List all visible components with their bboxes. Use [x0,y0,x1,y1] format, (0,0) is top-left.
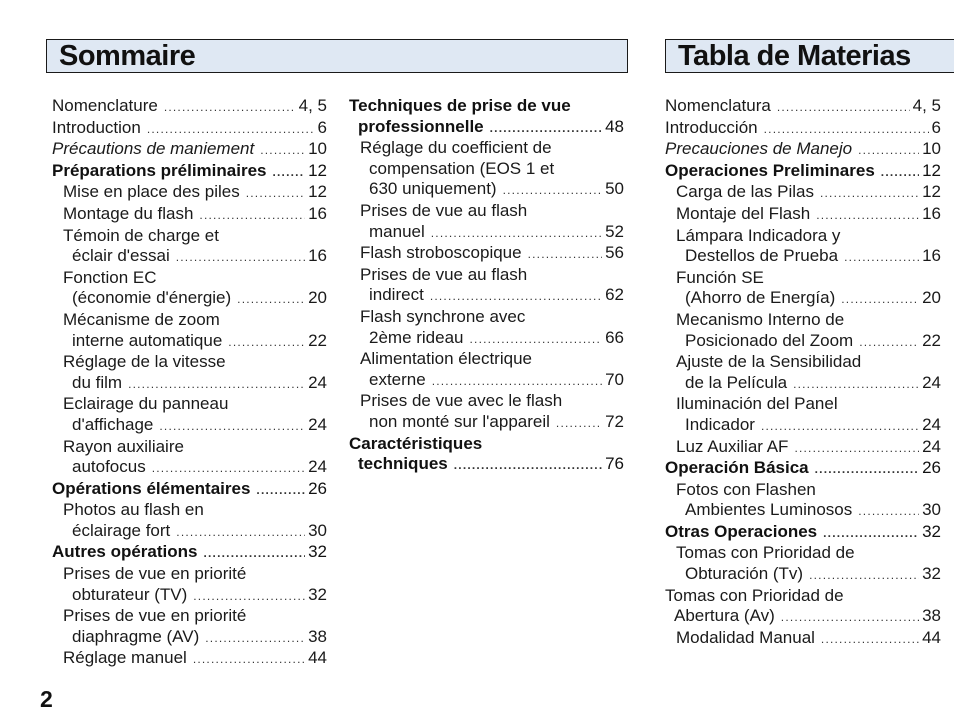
toc-entry-title [349,96,624,117]
dot-leader [823,523,919,544]
toc-entry-title-continued [676,415,941,437]
toc-page-number: 22 [922,330,941,350]
toc-entry [52,118,327,140]
toc-entry-title [665,118,941,140]
toc-page-number: 20 [308,288,327,308]
toc-entry-text: Mise en place des piles [63,182,240,202]
toc-entry-text: Ajuste de la Sensibilidad [676,352,862,372]
toc-entry [52,437,327,479]
dot-leader [841,289,919,310]
dot-leader [205,628,305,649]
toc-entry-text: Flash stroboscopique [360,243,522,263]
toc-entry-text: Prises de vue en priorité [63,564,247,584]
toc-entry-title-continued [360,328,624,350]
toc-entry-title [676,226,941,247]
toc-entry-title [665,139,941,161]
toc-page-number: 26 [922,458,941,478]
toc-entry-title-continued [63,457,327,479]
toc-page-number: 20 [922,288,941,308]
toc-entry-text: Fonction EC [63,267,157,287]
toc-entry-text: Fotos con Flashen [676,479,816,499]
toc-entry-title-continued [63,331,327,353]
toc-page-number: 66 [605,327,624,347]
toc-entry-text: du film [72,372,123,392]
toc-page-number: 56 [605,243,624,263]
toc-entry [665,352,941,394]
toc-entry-title-continued [360,285,624,307]
dot-leader [764,119,929,140]
toc-entry-text: Mécanisme de zoom [63,309,220,329]
dot-leader [820,183,919,204]
toc-page-number: 44 [922,627,941,647]
dot-leader [809,565,919,586]
toc-entry-text: Lámpara Indicadora y [676,225,841,245]
toc-entry [665,161,941,183]
dot-leader [844,247,919,268]
toc-entry-text: Montage du flash [63,203,194,223]
toc-entry-text: Indicador [685,414,755,434]
toc-entry-text: autofocus [72,457,146,477]
tabla-de-materias-column [665,96,941,649]
toc-entry [349,243,624,265]
toc-entry-text: externe [369,369,426,389]
toc-page-number: 4, 5 [912,96,941,115]
toc-page-number: 44 [308,648,327,668]
toc-entry-title [63,226,327,247]
toc-entry-title [665,522,941,544]
toc-entry-text: Obturación (Tv) [685,564,804,584]
toc-entry [665,96,941,118]
toc-page-number: 52 [605,221,624,241]
dot-leader [431,223,602,244]
toc-entry-title [52,479,327,501]
toc-entry [665,139,941,161]
toc-entry-text: Destellos de Prueba [685,246,839,266]
toc-entry-text: Montaje del Flash [676,203,811,223]
toc-page-number: 4, 5 [298,96,327,115]
toc-entry-title [63,500,327,521]
toc-entry [349,138,624,201]
toc-entry-text: Rayon auxiliaire [63,436,184,456]
toc-page-number: 32 [308,542,327,562]
toc-entry-text: Alimentation électrique [360,349,532,369]
toc-entry-title-continued [63,246,327,268]
dot-leader [430,286,602,307]
dot-leader [128,374,305,395]
toc-entry-text: Techniques de prise de vue [349,96,571,115]
toc-entry [52,479,327,501]
dot-leader [793,374,919,395]
toc-page-number: 12 [922,160,941,180]
toc-entry-text: 630 uniquement) [369,179,497,199]
toc-entry-title [676,437,941,459]
toc-entry-text: Introducción [665,117,758,137]
toc-entry-text: Nomenclatura [665,96,771,115]
dot-leader [193,649,305,670]
toc-entry-title-continued [360,370,624,392]
toc-entry-title [63,182,327,204]
toc-entry-text: techniques [358,454,448,474]
toc-page-number: 12 [922,182,941,202]
toc-page-number: 32 [922,521,941,541]
toc-entry-title-continued [63,415,327,437]
toc-page-number: 6 [931,117,941,137]
toc-entry [665,437,941,459]
toc-entry [52,542,327,564]
toc-entry-title [676,628,941,650]
toc-page-number: 12 [308,160,327,180]
toc-entry [52,310,327,352]
toc-entry-text: compensation (EOS 1 et [369,158,555,178]
toc-entry-title-continued [63,373,327,395]
toc-entry-title [665,586,941,607]
toc-entry-title [360,243,624,265]
dot-leader [454,455,602,476]
dot-leader [761,416,919,437]
toc-entry-title [63,437,327,458]
toc-entry-text: Ambientes Luminosos [685,500,853,520]
toc-entry-title [63,310,327,331]
toc-entry-title [52,118,327,140]
dot-leader [794,438,919,459]
toc-page-number: 16 [922,246,941,266]
toc-entry-title-continued [676,246,941,268]
toc-entry-title-continued [676,331,941,353]
toc-entry [52,352,327,394]
dot-leader [256,480,305,501]
toc-entry [665,268,941,310]
toc-entry-title [676,204,941,226]
toc-page-number: 24 [308,457,327,477]
dot-leader [816,205,919,226]
toc-entry-text: Témoin de charge et [63,225,219,245]
toc-entry [665,394,941,436]
toc-entry [665,586,941,628]
toc-entry-text: Photos au flash en [63,500,204,520]
sommaire-column-2 [349,96,624,476]
toc-entry [52,606,327,648]
toc-entry-title-continued [360,159,624,180]
toc-entry-title [349,434,624,455]
toc-entry-text: Réglage manuel [63,648,187,668]
tabla-de-materias-title-box [665,39,954,73]
toc-entry-title [676,480,941,501]
toc-entry-title [52,161,327,183]
toc-entry-title [676,310,941,331]
toc-page-number: 38 [308,626,327,646]
toc-page-number: 16 [308,246,327,266]
toc-entry-text: manuel [369,221,425,241]
toc-entry-text: Prises de vue au flash [360,264,528,284]
toc-entry-title [360,201,624,222]
dot-leader [858,501,919,522]
toc-entry-text: éclairage fort [72,520,171,540]
toc-entry [52,500,327,542]
toc-page-number: 24 [308,372,327,392]
dot-leader [164,97,296,118]
toc-entry-title-continued [676,500,941,522]
tabla-de-materias-title: Tabla de Materias [678,39,911,72]
toc-entry-title-continued [63,288,327,310]
toc-entry-title [360,391,624,412]
dot-leader [246,183,305,204]
toc-entry-title [665,458,941,480]
toc-entry [349,434,624,476]
toc-entry-title [676,268,941,289]
toc-entry-text: obturateur (TV) [72,584,188,604]
dot-leader [858,140,919,161]
toc-entry [665,543,941,585]
toc-entry [665,118,941,140]
toc-entry-text: Opérations élémentaires [52,478,251,498]
toc-entry [349,265,624,307]
toc-entry-title [360,265,624,286]
toc-entry-text: Mecanismo Interno de [676,309,845,329]
toc-entry [52,182,327,204]
toc-entry-text: non monté sur l'appareil [369,411,550,431]
toc-entry-text: (Ahorro de Energía) [685,288,836,308]
toc-entry-title [676,182,941,204]
toc-entry [665,182,941,204]
toc-entry-title-continued [349,117,624,139]
toc-page-number: 6 [317,117,327,137]
toc-page-number: 30 [922,500,941,520]
dot-leader [176,522,305,543]
toc-entry-text: Precauciones de Manejo [665,139,853,159]
toc-entry [349,349,624,391]
toc-entry-title [676,394,941,415]
toc-entry-text: éclair d'essai [72,246,170,266]
toc-entry-title-continued [676,288,941,310]
toc-entry-text: Posicionado del Zoom [685,330,854,350]
toc-entry-text: Luz Auxiliar AF [676,436,789,456]
toc-entry-text: Modalidad Manual [676,627,815,647]
sommaire-column-1 [52,96,327,670]
toc-entry [52,139,327,161]
toc-entry [52,268,327,310]
toc-entry-title-continued [360,222,624,244]
toc-entry-text: Nomenclature [52,96,158,115]
toc-entry-title-continued [360,412,624,434]
toc-entry-title [360,349,624,370]
toc-entry [349,201,624,243]
toc-entry-text: d'affichage [72,414,154,434]
toc-entry-text: Otras Operaciones [665,521,818,541]
toc-page-number: 70 [605,369,624,389]
dot-leader [228,332,305,353]
toc-entry-title [63,606,327,627]
toc-entry-text: Caractéristiques [349,433,483,453]
toc-entry-text: Operación Básica [665,458,809,478]
toc-page-number: 30 [308,520,327,540]
toc-entry-text: de la Película [685,372,788,392]
toc-page-number: 26 [308,478,327,498]
toc-entry-title-continued [360,179,624,201]
sommaire-title-box [46,39,628,73]
dot-leader [159,416,305,437]
toc-entry-text: professionnelle [358,116,484,136]
toc-page-number: 24 [922,414,941,434]
toc-entry [52,394,327,436]
dot-leader [237,289,305,310]
toc-entry-title-continued [676,373,941,395]
toc-page-number: 24 [308,414,327,434]
toc-entry-title [63,564,327,585]
toc-entry-text: Prises de vue au flash [360,200,528,220]
toc-entry [665,480,941,522]
toc-entry-text: Eclairage du panneau [63,394,229,414]
toc-entry [349,96,624,138]
toc-entry-text: 2ème rideau [369,327,464,347]
toc-page-number: 24 [922,372,941,392]
toc-entry-text: (économie d'énergie) [72,288,232,308]
toc-page-number: 38 [922,606,941,626]
dot-leader [528,244,602,265]
dot-leader [815,459,919,480]
toc-page-number: 76 [605,454,624,474]
toc-page-number: 32 [922,564,941,584]
toc-entry [52,96,327,118]
toc-entry-title [676,352,941,373]
toc-entry-title [360,138,624,159]
toc-entry-text: Iluminación del Panel [676,394,838,414]
toc-entry-text: Prises de vue avec le flash [360,391,563,411]
dot-leader [152,458,305,479]
toc-entry [349,307,624,349]
toc-entry-text: Abertura (Av) [674,606,775,626]
toc-entry-text: Operaciones Preliminares [665,160,875,180]
dot-leader [881,162,919,183]
dot-leader [781,607,919,628]
toc-entry-text: Réglage de la vitesse [63,352,226,372]
toc-entry-text: Flash synchrone avec [360,306,526,326]
toc-entry-text: Précautions de maniement [52,139,255,159]
dot-leader [176,247,305,268]
toc-entry-title [63,352,327,373]
dot-leader [193,586,305,607]
toc-entry-title [665,96,941,118]
dot-leader [821,629,919,650]
toc-page-number: 16 [308,203,327,223]
toc-entry-text: interne automatique [72,330,223,350]
dot-leader [490,118,602,139]
toc-entry [665,458,941,480]
toc-entry-text: Introduction [52,117,141,137]
toc-page-number: 72 [605,411,624,431]
toc-entry-title [63,268,327,289]
toc-page-number: 50 [605,179,624,199]
dot-leader [260,140,305,161]
toc-page-number: 22 [308,330,327,350]
toc-entry-text: Prises de vue en priorité [63,606,247,626]
sommaire-title: Sommaire [59,39,196,72]
toc-entry [665,204,941,226]
toc-entry-title-continued [63,585,327,607]
toc-entry-title [63,648,327,670]
dot-leader [203,543,305,564]
toc-entry-title-continued [63,521,327,543]
toc-entry-title [360,307,624,328]
toc-entry-text: diaphragme (AV) [72,626,200,646]
toc-entry-title [52,139,327,161]
toc-entry [349,391,624,433]
toc-entry-title-continued [63,627,327,649]
toc-entry-title [63,394,327,415]
dot-leader [147,119,315,140]
toc-entry [665,628,941,650]
toc-page-number: 62 [605,285,624,305]
dot-leader [470,329,603,350]
toc-entry [52,226,327,268]
dot-leader [777,97,910,118]
toc-entry-title [665,161,941,183]
toc-page-number: 24 [922,436,941,456]
toc-page-number: 12 [308,182,327,202]
dot-leader [199,205,305,226]
toc-page-number: 10 [922,139,941,159]
toc-entry-text: Préparations préliminaires [52,160,267,180]
toc-entry-text: Tomas con Prioridad de [676,543,855,563]
page-number: 2 [40,686,53,712]
toc-entry-text: Autres opérations [52,542,198,562]
toc-entry-text: Función SE [676,267,764,287]
toc-entry-title [63,204,327,226]
toc-page-number: 10 [308,139,327,159]
toc-entry-title [52,96,327,118]
toc-entry-title-continued [676,564,941,586]
toc-entry [52,204,327,226]
toc-entry-text: Carga de las Pilas [676,182,814,202]
toc-entry-text: Tomas con Prioridad de [665,585,844,605]
toc-entry-title-continued [349,454,624,476]
dot-leader [859,332,919,353]
toc-entry [665,226,941,268]
toc-entry-text: Réglage du coefficient de [360,138,552,158]
toc-page-number: 16 [922,203,941,223]
toc-page-number: 48 [605,116,624,136]
dot-leader [272,162,305,183]
dot-leader [503,180,602,201]
toc-entry-text: indirect [369,285,424,305]
toc-entry [665,522,941,544]
dot-leader [556,413,602,434]
toc-entry [665,310,941,352]
toc-entry-title [52,542,327,564]
dot-leader [432,371,602,392]
toc-entry-title-continued [665,606,941,628]
toc-page-number: 32 [308,584,327,604]
toc-entry [52,161,327,183]
toc-entry [52,648,327,670]
toc-entry [52,564,327,606]
toc-entry-title [676,543,941,564]
